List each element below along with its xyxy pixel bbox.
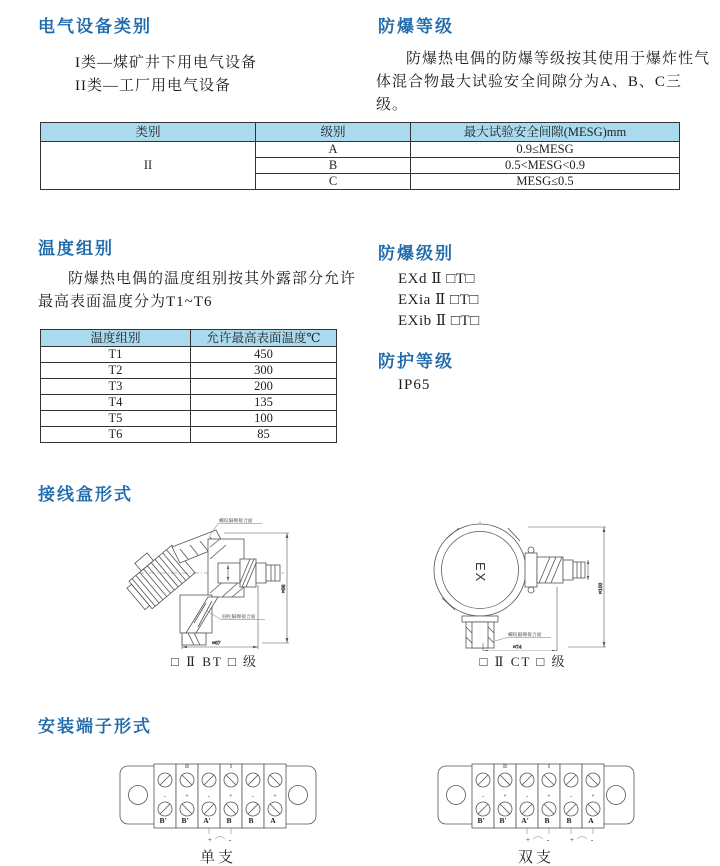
plus-sign: +: [208, 836, 212, 844]
table-row: [41, 363, 337, 379]
section-title-temp-group: 温度组别: [38, 239, 114, 258]
junction-box-bt-caption: □ Ⅱ BT □ 级: [171, 654, 258, 669]
temp-group-cell: T3: [41, 379, 191, 395]
terminal-single-caption: 单支: [199, 850, 236, 866]
section-title-equipment: 电气设备类别: [38, 17, 152, 36]
polarity-mark: +: [185, 794, 189, 800]
ex-class-lines: [398, 269, 480, 332]
junction-box-ct-svg: [428, 515, 618, 651]
ex-class-line-1: EXd Ⅱ □T□: [398, 271, 475, 287]
lower-body: [180, 595, 218, 645]
terminal-label: B: [566, 816, 572, 825]
polarity-mark: -: [208, 794, 210, 800]
protection-value: IP65: [398, 377, 431, 393]
callout-cylinder-joint: [207, 611, 265, 620]
polarity-mark: +: [229, 794, 233, 800]
temp-value-cell: 300: [191, 363, 337, 379]
terminal-label: A′: [203, 816, 211, 825]
polarity-bracket-1: [526, 828, 550, 844]
ex-class-line-3: EXib Ⅱ □T□: [398, 313, 480, 329]
junction-box-drawing-ct: [428, 515, 618, 670]
terminal-label: A: [588, 816, 594, 825]
circuit-label: I: [548, 764, 550, 770]
callout-thread-joint: [495, 631, 551, 641]
table-row: [41, 395, 337, 411]
circuit-label: II: [185, 764, 189, 770]
polarity-bracket-2: [570, 828, 594, 844]
callout-top-label: 螺纹隔爆接合面: [219, 519, 253, 524]
terminal-dual-caption: 双支: [517, 850, 554, 866]
temperature-table: [40, 329, 337, 443]
threaded-connector: [218, 559, 280, 587]
terminal-label: A: [270, 816, 276, 825]
height-dimension: [528, 527, 606, 647]
width-dim-label: ≈67: [212, 640, 221, 647]
table-row: [41, 347, 337, 363]
mesg-grade-cell: C: [256, 174, 411, 190]
terminal-block: [120, 764, 316, 828]
terminal-label: B′: [477, 816, 485, 825]
polarity-mark: -: [164, 794, 166, 800]
terminal-block: [438, 764, 634, 828]
callout-bottom-label: 圆柱隔爆接合面: [222, 615, 256, 620]
temp-table-header-row: [41, 330, 337, 347]
terminal-label: B′: [159, 816, 167, 825]
mesg-col-grade: 级别: [256, 123, 411, 142]
polarity-mark: -: [526, 794, 528, 800]
callout-label: 螺纹隔爆接合面: [508, 633, 542, 638]
equipment-line-2: II类—工厂用电气设备: [75, 78, 231, 94]
terminal-drawing-single: [118, 762, 318, 866]
junction-box-ct-caption: □ Ⅱ CT □ 级: [479, 654, 567, 669]
terminal-label: B′: [181, 816, 189, 825]
ex-mark: EX: [473, 562, 488, 584]
mesg-col-gap: 最大试验安全间隙(MESG)mm: [411, 123, 680, 142]
section-title-protection: 防护等级: [378, 352, 454, 371]
polarity-mark: -: [252, 794, 254, 800]
mesg-table-header-row: [41, 123, 680, 142]
terminal-single-svg: [118, 762, 318, 846]
height-dim-label: ≈100: [598, 582, 604, 594]
temp-value-cell: 85: [191, 427, 337, 443]
temp-value-cell: 135: [191, 395, 337, 411]
polarity-mark: +: [547, 794, 551, 800]
circuit-label: II: [503, 764, 507, 770]
polarity-mark: -: [570, 794, 572, 800]
terminal-drawing-dual: [436, 762, 636, 866]
threaded-connector: [525, 547, 585, 593]
ex-grade-paragraph: 防爆热电偶的防爆等级按其使用于爆炸性气体混合物最大试验安全间隙分为A、B、C三级。: [376, 51, 711, 113]
mesg-grade-cell: B: [256, 158, 411, 174]
temp-col-max: 允许最高表面温度℃: [191, 330, 337, 347]
terminal-label: B: [544, 816, 550, 825]
bottom-neck: [462, 616, 498, 648]
inner-dimension: [587, 560, 589, 580]
temp-group-cell: T1: [41, 347, 191, 363]
polarity-mark: -: [482, 794, 484, 800]
minus-sign: -: [590, 836, 594, 844]
polarity-mark: +: [503, 794, 507, 800]
polarity-mark: +: [591, 794, 595, 800]
polarity-bracket: [208, 828, 232, 844]
junction-box-drawing-bt: [122, 515, 307, 670]
temp-value-cell: 100: [191, 411, 337, 427]
section-title-ex-grade: 防爆等级: [378, 17, 454, 36]
junction-box-bt-svg: [122, 515, 307, 651]
section-title-terminals: 安装端子形式: [38, 717, 152, 736]
temp-group-paragraph: 防爆热电偶的温度组别按其外露部分允许最高表面温度分为T1~T6: [38, 271, 357, 310]
section-title-junction-box: 接线盒形式: [38, 485, 133, 504]
temp-group-cell: T6: [41, 427, 191, 443]
plus-sign: +: [526, 836, 530, 844]
mesg-value-cell: 0.5<MESG<0.9: [411, 158, 680, 174]
terminal-label: B′: [499, 816, 507, 825]
ex-class-line-2: EXia Ⅱ □T□: [398, 292, 479, 308]
table-row: [41, 142, 680, 158]
mesg-category-cell: II: [41, 142, 256, 190]
terminal-dual-svg: [436, 762, 636, 846]
section-title-ex-class: 防爆级别: [378, 244, 454, 263]
circuit-label: I: [230, 764, 232, 770]
terminal-label: B: [248, 816, 254, 825]
polarity-mark: +: [273, 794, 277, 800]
height-dim-label: ≈98: [281, 584, 287, 593]
mesg-col-category: 类别: [41, 123, 256, 142]
temp-group-cell: T2: [41, 363, 191, 379]
terminal-label: A′: [521, 816, 529, 825]
equipment-line-1: I类—煤矿井下用电气设备: [75, 55, 257, 71]
mesg-table: [40, 122, 680, 190]
width-dim-label: ≈74: [513, 644, 522, 651]
mesg-value-cell: MESG≤0.5: [411, 174, 680, 190]
temp-group-cell: T5: [41, 411, 191, 427]
temp-value-cell: 200: [191, 379, 337, 395]
mesg-grade-cell: A: [256, 142, 411, 158]
mesg-value-cell: 0.9≤MESG: [411, 142, 680, 158]
terminal-label: B: [226, 816, 232, 825]
table-row: [41, 427, 337, 443]
table-row: [41, 379, 337, 395]
temp-group-cell: T4: [41, 395, 191, 411]
minus-sign: -: [546, 836, 550, 844]
table-row: [41, 411, 337, 427]
temp-value-cell: 450: [191, 347, 337, 363]
temp-col-group: 温度组别: [41, 330, 191, 347]
plus-sign: +: [570, 836, 574, 844]
minus-sign: -: [228, 836, 232, 844]
